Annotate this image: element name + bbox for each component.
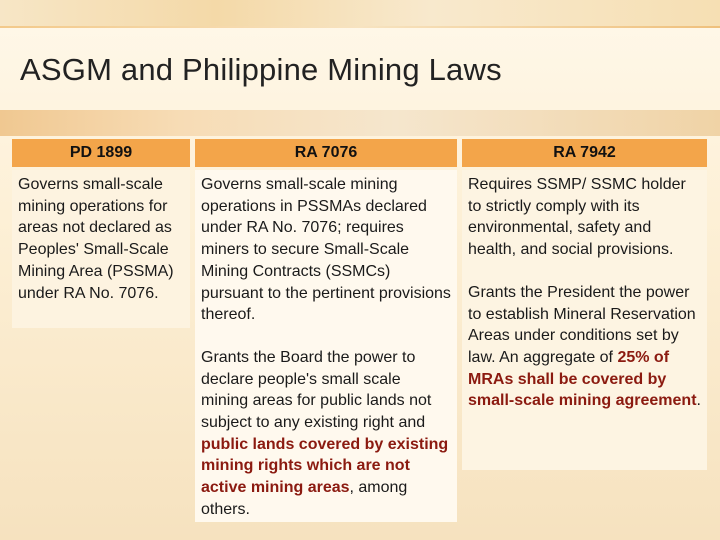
ra-7076-paragraph-2	[201, 347, 451, 521]
paragraph-gap	[468, 261, 701, 282]
ra-7942-p2-highlight: 25% of MRAs shall be covered by small-scale mining agreement	[468, 348, 697, 410]
ra-7942-p2-text-a: Grants the President the power to establish Mineral Reservation Areas under conditions set by law. An aggregate of	[468, 283, 696, 366]
column-header-pd-1899: PD 1899	[12, 139, 190, 167]
ra-7076-p2-text-a: Grants the Board the power to declare people's small scale mining areas for public lands not subject to any existing right and	[201, 348, 432, 432]
top-decorative-band	[0, 0, 720, 28]
pd-1899-paragraph: Governs small-scale mining operations for areas not declared as Peoples' Small-Scale Mining Area (PSSMA) under RA No. 7076.	[18, 176, 174, 302]
ra-7942-paragraph-2	[468, 282, 701, 412]
column-header-ra-7076: RA 7076	[195, 139, 457, 167]
column-body-ra-7942	[462, 170, 707, 470]
ra-7942-p2-text-b: .	[696, 392, 701, 410]
ra-7076-paragraph-1: Governs small-scale mining operations in PSSMAs declared under RA No. 7076; requires miners to secure Small-Scale Mining Contracts (SSMCs) pursuant to the pertinent provisions thereof.	[201, 176, 451, 324]
slide-title: ASGM and Philippine Mining Laws	[20, 52, 502, 87]
column-body-ra-7076	[195, 170, 457, 522]
ra-7076-p2-highlight: public lands covered by existing mining rights which are not active mining areas	[201, 435, 449, 497]
ra-7942-paragraph-1: Requires SSMP/ SSMC holder to strictly comply with its environmental, safety and health, and social provisions.	[468, 176, 686, 259]
column-header-ra-7942: RA 7942	[462, 139, 707, 167]
title-divider-band	[0, 110, 720, 136]
ra-7076-p2-text-b: , among others.	[201, 479, 408, 518]
paragraph-gap	[201, 326, 451, 347]
column-body-pd-1899	[12, 170, 190, 328]
